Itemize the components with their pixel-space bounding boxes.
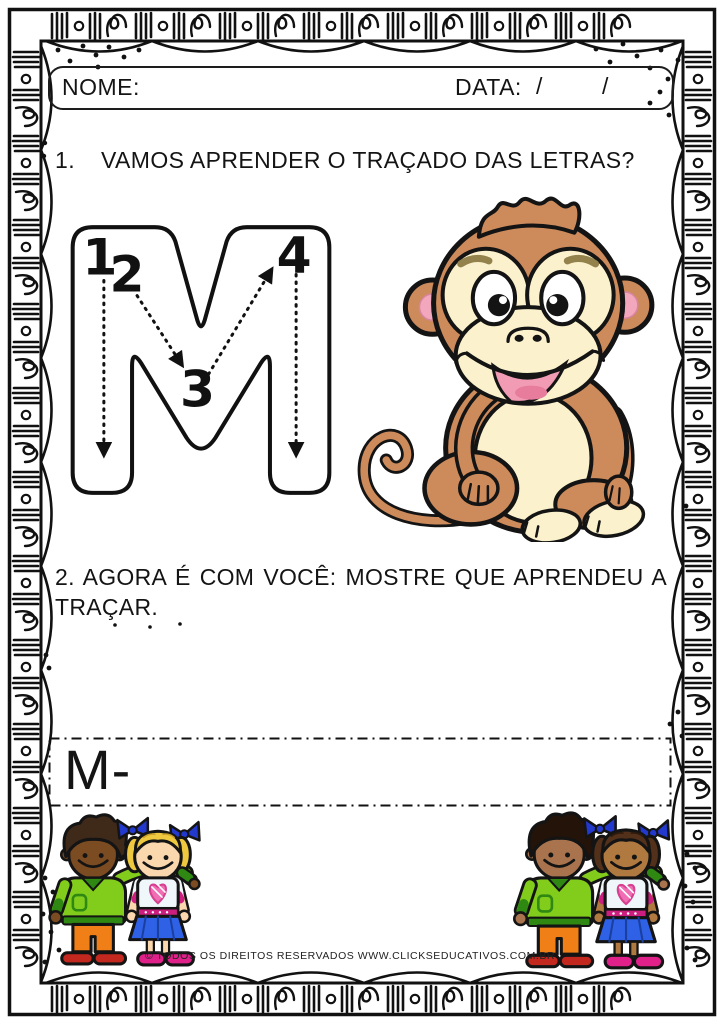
- footer-copyright: © TODOS OS DIREITOS RESERVADOS WWW.CLICKSEDUCATIVOS.COM.BR: [144, 950, 556, 962]
- kids-illustration-right: [498, 808, 682, 973]
- date-slash: /: [536, 73, 543, 99]
- section2-heading: 2. AGORA É COM VOCÊ: MOSTRE QUE APRENDEU A TRAÇAR.: [55, 564, 667, 621]
- practice-writing-box: [48, 737, 672, 807]
- practice-prompt: M-: [64, 738, 132, 801]
- dashed-box-border: [48, 737, 672, 807]
- date-label: DATA:: [455, 74, 522, 100]
- step-number-3: 3: [179, 359, 215, 419]
- monkey-illustration: [340, 194, 672, 542]
- step-number-2: 2: [109, 244, 145, 304]
- name-date-box: [48, 66, 674, 110]
- section1-number: 1.: [55, 147, 75, 173]
- section1-heading: [55, 147, 667, 174]
- date-slash: /: [602, 73, 609, 99]
- section1-title: VAMOS APRENDER O TRAÇADO DAS LETRAS?: [100, 147, 635, 173]
- tracing-letter-m: [56, 200, 346, 507]
- kids-illustration-left: [34, 810, 212, 970]
- step-number-1: 1: [82, 227, 118, 287]
- step-number-4: 4: [276, 225, 312, 285]
- name-label: NOME:: [62, 74, 140, 100]
